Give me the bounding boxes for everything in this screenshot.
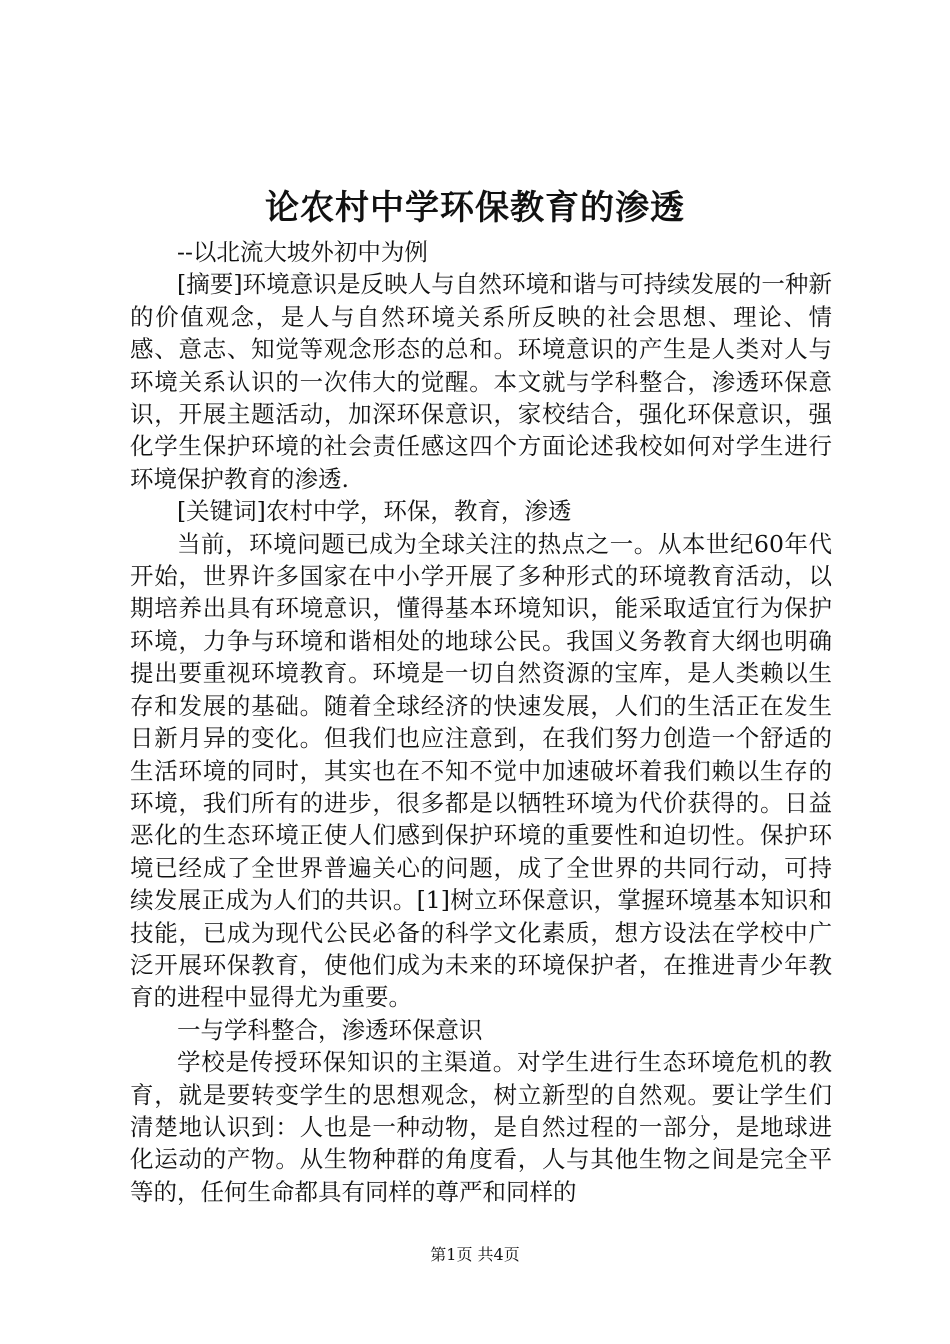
section-heading: 一与学科整合，渗透环保意识: [177, 1015, 483, 1044]
document-body: [130, 236, 832, 1208]
document-title: 论农村中学环保教育的渗透: [265, 188, 685, 228]
section-paragraph: 学校是传授环保知识的主渠道。对学生进行生态环境危机的教育，就是要转变学生的思想观念，树立新型的自然观。要让学生们清楚地认识到：人也是一种动物，是自然过程的一部分，是地球进化运动的产物。从生物种群的角度看，人与其他生物之间是完全平等的，任何生命都具有同样的尊严和同样的: [130, 1048, 832, 1206]
intro-paragraph: 当前，环境问题已成为全球关注的热点之一。从本世纪60年代开始，世界许多国家在中小学开展了多种形式的环境教育活动，以期培养出具有环境意识，懂得基本环境知识，能采取适宜行为保护环境，力争与环境和谐相处的地球公民。我国义务教育大纲也明确提出要重视环境教育。环境是一切自然资源的宝库，是人类赖以生存和发展的基础。随着全球经济的快速发展，人们的生活正在发生日新月异的变化。但我们也应注意到，在我们努力创造一个舒适的生活环境的同时，其实也在不知不觉中加速破坏着我们赖以生存的环境，我们所有的进步，很多都是以牺牲环境为代价获得的。日益恶化的生态环境正使人们感到保护环境的重要性和迫切性。保护环境已经成了全世界普遍关心的问题，成了全世界的共同行动，可持续发展正成为人们的共识。[1]树立环保意识，掌握环境基本知识和技能，已成为现代公民必备的科学文化素质，想方设法在学校中广泛开展环保教育，使他们成为未来的环境保护者，在推进青少年教育的进程中显得尤为重要。: [130, 529, 832, 1012]
keywords-paragraph: [关键词]农村中学，环保，教育，渗透: [177, 497, 572, 526]
subtitle-paragraph: --以北流大坡外初中为例: [177, 238, 428, 266]
page-number-footer: 第1页 共4页: [430, 1245, 520, 1264]
abstract-paragraph: [摘要]环境意识是反映人与自然环境和谐与可持续发展的一种新的价值观念，是人与自然环境关系所反映的社会思想、理论、情感、意志、知觉等观念形态的总和。环境意识的产生是人类对人与环境关系认识的一次伟大的觉醒。本文就与学科整合，渗透环保意识，开展主题活动，加深环保意识，家校结合，强化环保意识，强化学生保护环境的社会责任感这四个方面论述我校如何对学生进行环境保护教育的渗透.: [130, 270, 832, 493]
